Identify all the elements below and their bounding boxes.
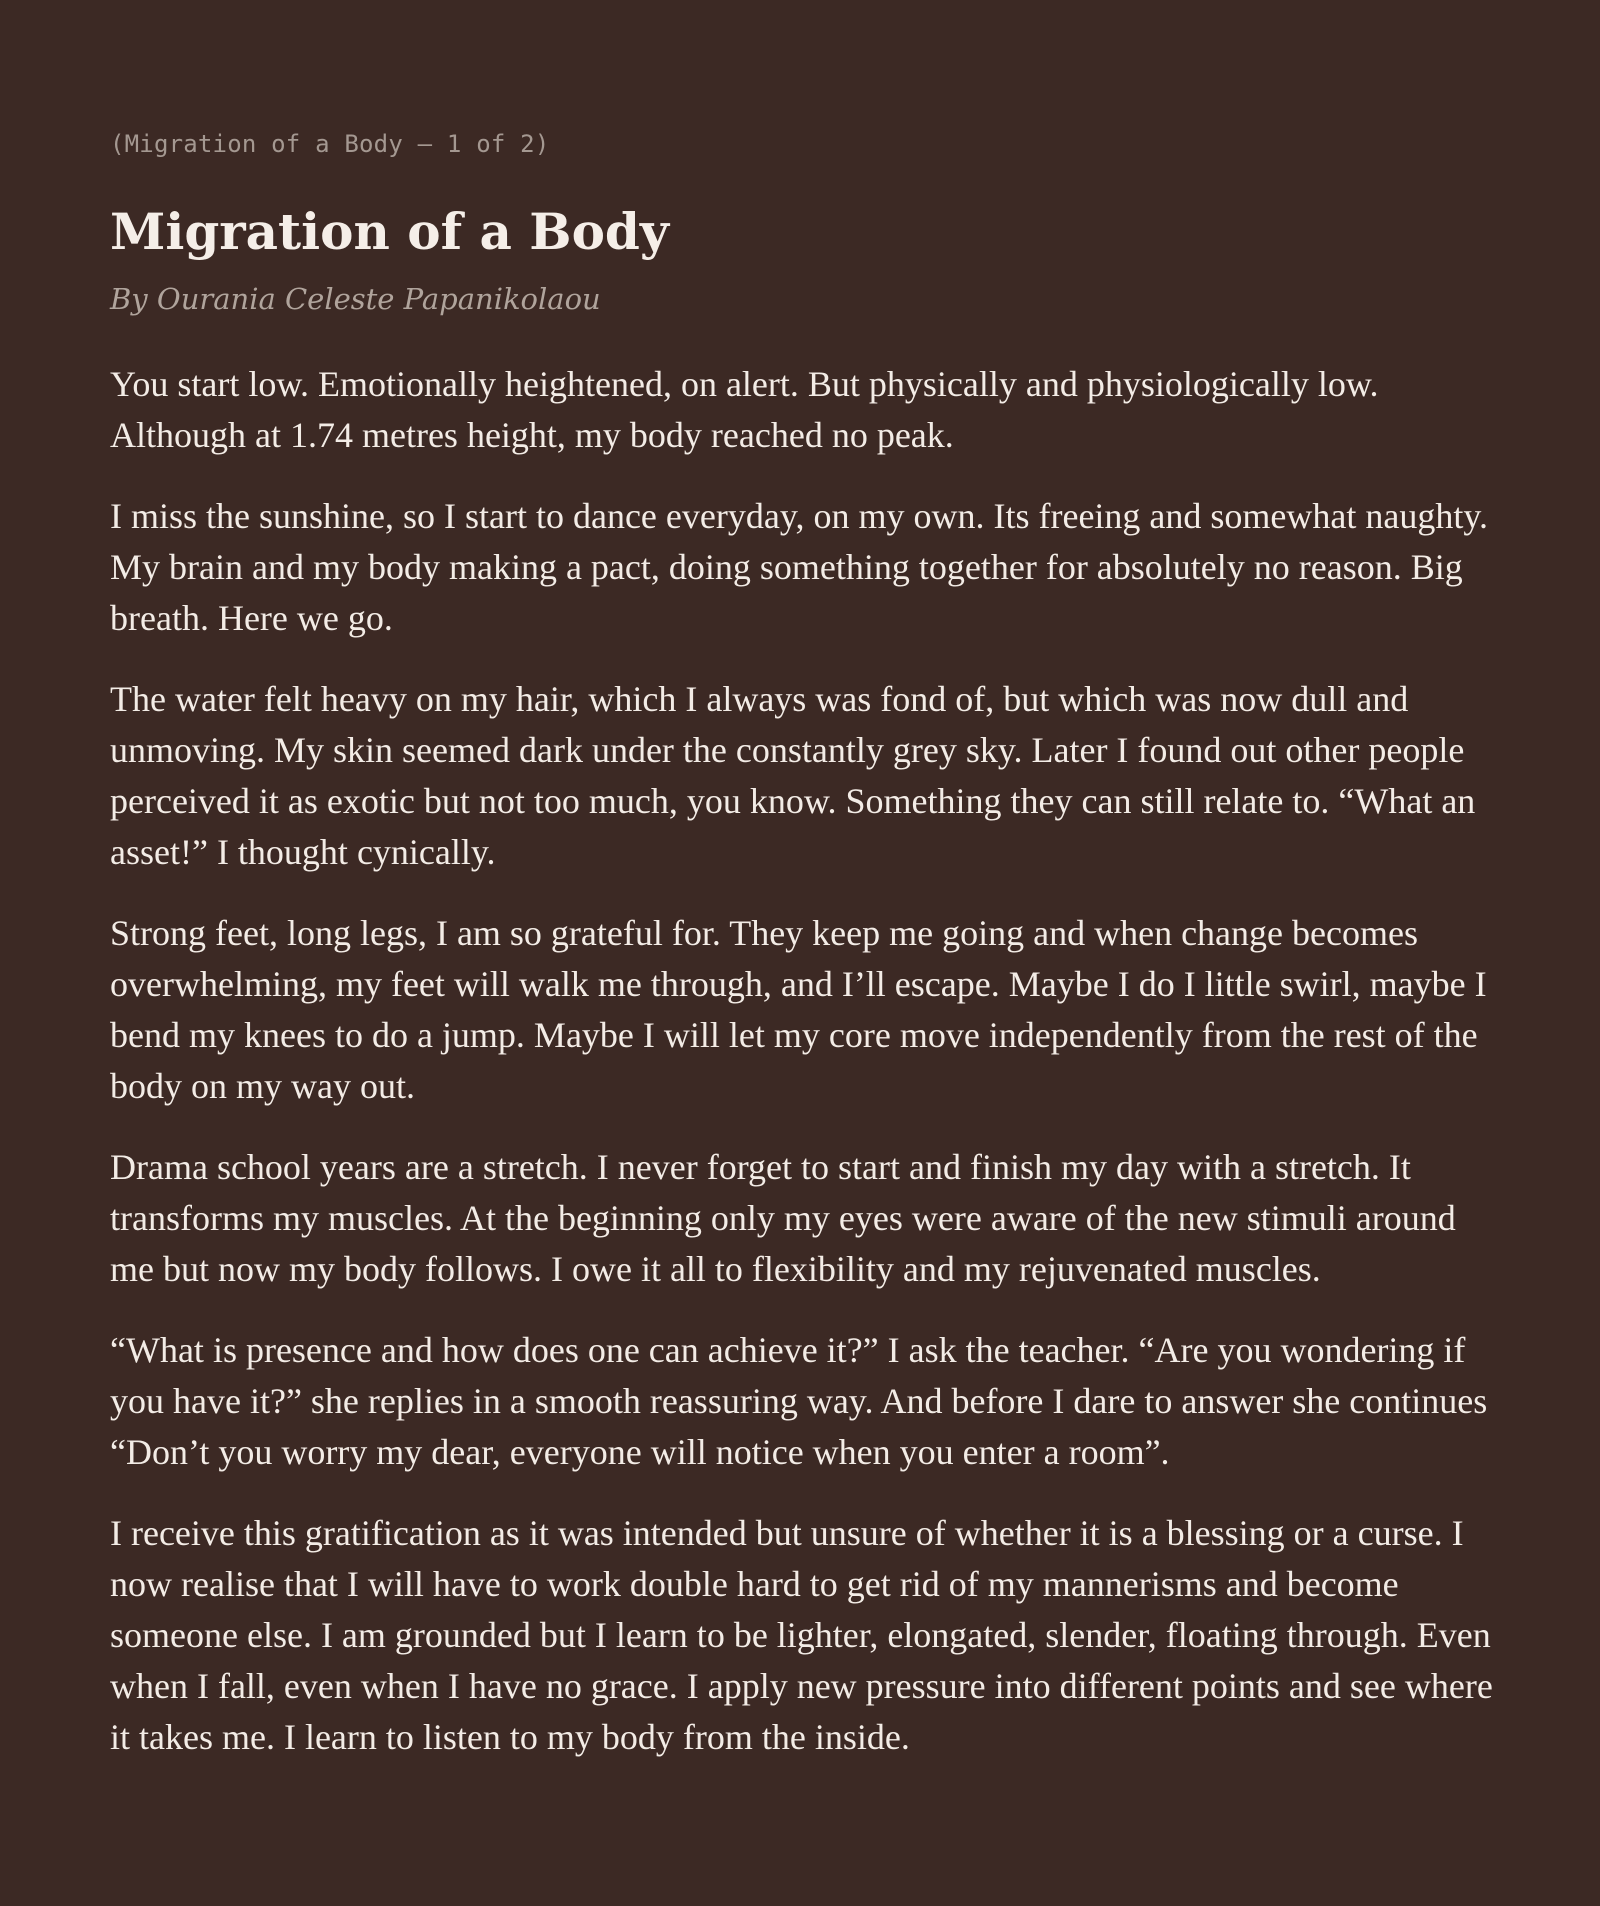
paragraph: You start low. Emotionally heightened, on alert. But physically and physiologically low. Although at 1.74 metres height, my body reached no peak. xyxy=(110,364,1379,455)
paragraph: Strong feet, long legs, I am so grateful for. They keep me going and when change becomes overwhelming, my feet will walk me through, and I’ll escape. Maybe I do I little swirl, maybe I bend my knees to do a jump. Maybe I will let my core move independently from the rest of the body on my way out. xyxy=(110,913,1487,1106)
article-body xyxy=(110,359,1500,1793)
paragraph: Drama school years are a stretch. I never forget to start and finish my day with a stretch. It transforms my muscles. At the beginning only my eyes were aware of the new stimuli around me but now my body follows. I owe it all to flexibility and my rejuvenated muscles. xyxy=(110,1147,1456,1289)
paragraph: The water felt heavy on my hair, which I always was fond of, but which was now dull and unmoving. My skin seemed dark under the constantly grey sky. Later I found out other people perceived it as exotic but not too much, you know. Something they can still relate to. “What an asset!” I thought cynically. xyxy=(110,679,1476,872)
article-title: Migration of a Body xyxy=(110,202,669,261)
paragraph: “What is presence and how does one can achieve it?” I ask the teacher. “Are you wondering if you have it?” she replies in a smooth reassuring way. And before I dare to answer she continues “Don’t you worry my dear, everyone will notice when you enter a room”. xyxy=(110,1330,1488,1472)
series-note: (Migration of a Body — 1 of 2) xyxy=(110,130,550,158)
byline: By Ourania Celeste Papanikolaou xyxy=(110,282,601,316)
paragraph: I miss the sunshine, so I start to dance everyday, on my own. Its freeing and somewhat naughty. My brain and my body making a pact, doing something together for absolutely no reason. Big breath. Here we go. xyxy=(110,496,1489,638)
article xyxy=(110,128,1500,1757)
paragraph: I receive this gratification as it was intended but unsure of whether it is a blessing or a curse. I now realise that I will have to work double hard to get rid of my mannerisms and become someone else. I am grounded but I learn to be lighter, elongated, slender, floating through. Even when I fall, even when I have no grace. I apply new pressure into different points and see where it takes me. I learn to listen to my body from the inside. xyxy=(110,1513,1493,1757)
